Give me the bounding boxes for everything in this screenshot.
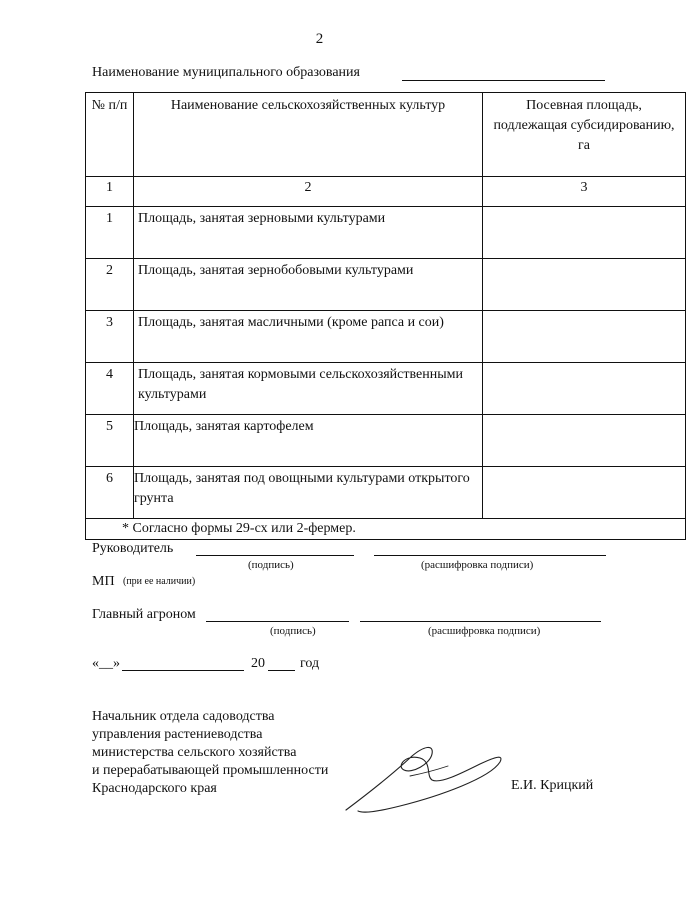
col-number: 2 (134, 177, 483, 207)
table-row (86, 363, 686, 415)
date-year-prefix: 20 (251, 656, 265, 671)
row-value-cell[interactable] (483, 415, 686, 467)
row-name: Площадь, занятая картофелем (134, 415, 483, 467)
date-open: «__» (92, 656, 120, 671)
date-month-line[interactable] (122, 670, 244, 671)
row-num: 6 (86, 467, 134, 519)
position-line: министерства сельского хозяйства (92, 745, 297, 760)
mp-label: МП (92, 574, 115, 589)
head-decode-caption: (расшифровка подписи) (421, 559, 534, 571)
position-line: Краснодарского края (92, 781, 217, 796)
head-label: Руководитель (92, 541, 174, 556)
table-row (86, 207, 686, 259)
table-row (86, 259, 686, 311)
table-row (86, 415, 686, 467)
mp-note: (при ее наличии) (123, 576, 196, 587)
signer-position (92, 708, 328, 798)
position-line: управления растениеводства (92, 727, 263, 742)
municipality-label: Наименование муниципального образования (92, 65, 360, 80)
header-num: № п/п (86, 93, 134, 177)
agronomist-signature-line[interactable] (206, 621, 349, 622)
row-num: 2 (86, 259, 134, 311)
handwritten-signature (340, 740, 510, 815)
row-name: Площадь, занятая кормовыми сельскохозяйственными культурами (134, 363, 483, 415)
municipality-input-line[interactable] (402, 80, 605, 81)
col-number: 1 (86, 177, 134, 207)
crops-table (85, 92, 686, 540)
col-number: 3 (483, 177, 686, 207)
row-value-cell[interactable] (483, 259, 686, 311)
table-note-row (86, 519, 686, 540)
agronomist-decode-caption: (расшифровка подписи) (428, 625, 541, 637)
page-number: 2 (315, 31, 324, 47)
column-numbers-row (86, 177, 686, 207)
agronomist-label: Главный агроном (92, 607, 196, 622)
date-year-suffix: год (300, 656, 320, 671)
row-name: Площадь, занятая масличными (кроме рапса и сои) (134, 311, 483, 363)
row-name: Площадь, занятая зернобобовыми культурами (134, 259, 483, 311)
position-line: и перерабатывающей промышленности (92, 763, 329, 778)
row-name: Площадь, занятая под овощными культурами открытого грунта (134, 467, 483, 519)
row-num: 1 (86, 207, 134, 259)
header-crop: Наименование сельскохозяйственных культур (134, 93, 483, 177)
agronomist-decode-line[interactable] (360, 621, 601, 622)
row-num: 3 (86, 311, 134, 363)
signer-name: Е.И. Крицкий (511, 778, 594, 793)
table-row (86, 311, 686, 363)
row-num: 5 (86, 415, 134, 467)
table-row (86, 467, 686, 519)
head-signature-line[interactable] (196, 555, 354, 556)
agronomist-signature-caption: (подпись) (270, 625, 316, 637)
date-year-line[interactable] (268, 670, 295, 671)
head-decode-line[interactable] (374, 555, 606, 556)
row-value-cell[interactable] (483, 467, 686, 519)
row-num: 4 (86, 363, 134, 415)
table-header-row (86, 93, 686, 177)
row-value-cell[interactable] (483, 311, 686, 363)
row-name: Площадь, занятая зерновыми культурами (134, 207, 483, 259)
row-value-cell[interactable] (483, 363, 686, 415)
head-signature-caption: (подпись) (248, 559, 294, 571)
table-note: * Согласно формы 29-сх или 2-фермер. (86, 519, 686, 540)
header-area: Посевная площадь, подлежащая субсидированию, га (483, 93, 686, 177)
position-line: Начальник отдела садоводства (92, 709, 275, 724)
row-value-cell[interactable] (483, 207, 686, 259)
